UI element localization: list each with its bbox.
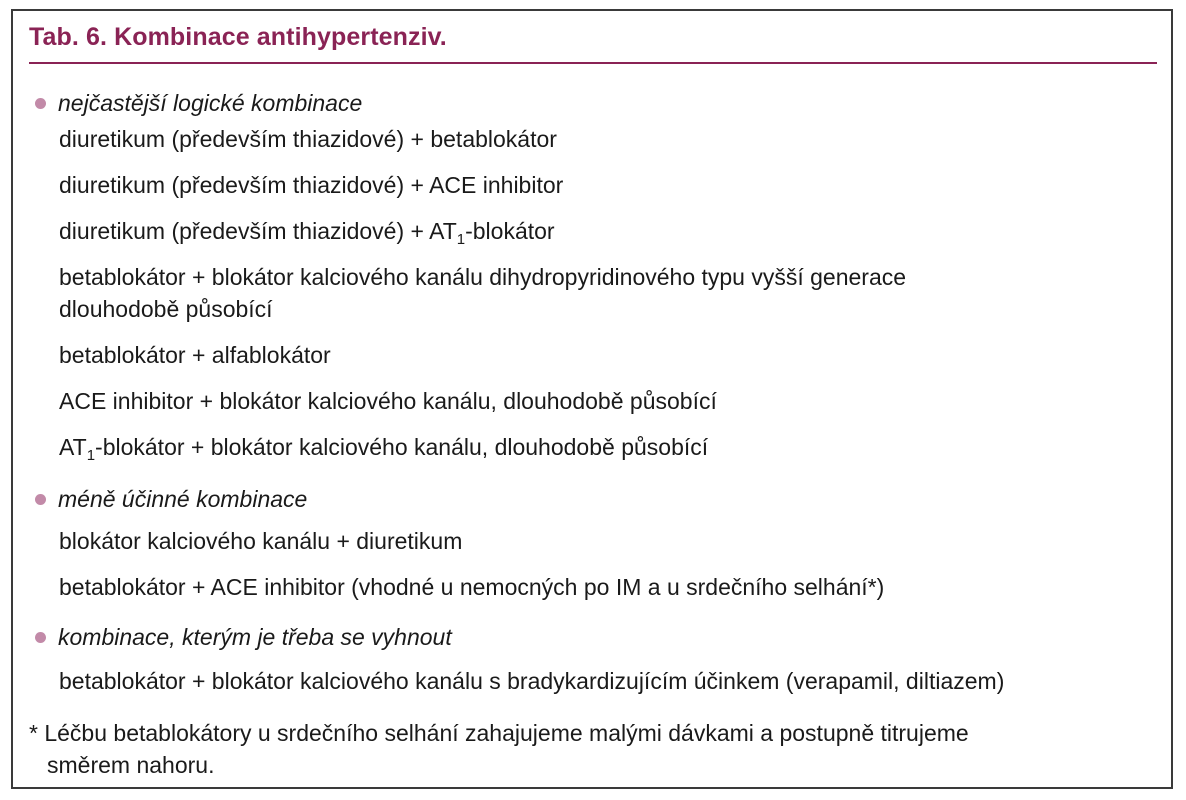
item-text-suffix: -blokátor (465, 218, 555, 244)
section-heading-label: nejčastější logické kombinace (58, 90, 363, 116)
item-text: diuretikum (především thiazidové) + betablokátor (59, 126, 557, 152)
bullet-icon (35, 98, 46, 109)
subscript: 1 (86, 447, 96, 464)
item-text: betablokátor + ACE inhibitor (vhodné u nemocných po IM a u srdečního selhání*) (59, 574, 885, 600)
list-item (59, 263, 906, 291)
item-text: diuretikum (především thiazidové) + ACE inhibitor (59, 172, 564, 198)
list-item (59, 433, 709, 464)
table-content (13, 11, 1171, 787)
section-heading-common (35, 89, 362, 117)
table-title: Tab. 6. Kombinace antihypertenziv. (29, 23, 447, 51)
item-text: betablokátor + alfablokátor (59, 342, 331, 368)
item-text: AT (59, 434, 87, 460)
footnote-line: * Léčbu betablokátory u srdečního selhání zahajujeme malými dávkami a postupně titrujeme (29, 720, 969, 746)
section-heading-avoid (35, 623, 452, 651)
item-text: betablokátor + blokátor kalciového kanálu s bradykardizujícím účinkem (verapamil, diltiazem) (59, 668, 1005, 694)
list-item (59, 217, 555, 248)
item-text: betablokátor + blokátor kalciového kanálu dihydropyridinového typu vyšší generace (59, 264, 907, 290)
list-item (59, 573, 884, 601)
table-box (11, 9, 1173, 789)
list-item (59, 667, 1004, 695)
item-text: blokátor kalciového kanálu + diuretikum (59, 528, 463, 554)
footnote-line: směrem nahoru. (47, 752, 215, 778)
item-text: dlouhodobě působící (59, 296, 273, 322)
item-text: ACE inhibitor + blokátor kalciového kanálu, dlouhodobě působící (59, 388, 717, 414)
item-text: diuretikum (především thiazidové) + AT (59, 218, 457, 244)
bullet-icon (35, 632, 46, 643)
list-item (59, 171, 563, 199)
subscript: 1 (456, 231, 466, 248)
item-text-suffix: -blokátor + blokátor kalciového kanálu, dlouhodobě působící (95, 434, 709, 460)
section-heading-label: kombinace, kterým je třeba se vyhnout (58, 624, 452, 650)
list-item-continuation (59, 295, 273, 323)
list-item (59, 341, 331, 369)
bullet-icon (35, 494, 46, 505)
list-item (59, 125, 557, 153)
list-item (59, 527, 462, 555)
section-heading-less-effective (35, 485, 307, 513)
section-heading-label: méně účinné kombinace (58, 486, 308, 512)
list-item (59, 387, 717, 415)
